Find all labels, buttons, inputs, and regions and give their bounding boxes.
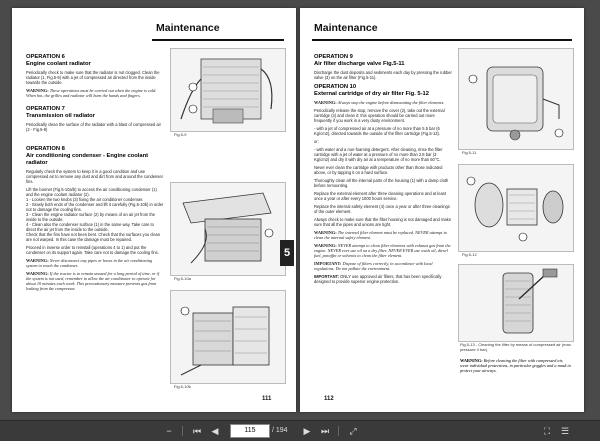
engine-radiator-illustration [171,49,285,131]
right-text-column [314,50,452,287]
op7-text: Periodically clean the surface of the radiator with a blast of compressed air (2 - Fig.5-9) [26,122,161,132]
figure-5-13-warning: WARNING: Before cleaning the filter with compressed air, wear individual protections, in particular goggles and a mask to protect your airways. [460,358,571,373]
op6-text: Periodically check to make sure that the radiator is not clogged. Clean the radiator (1, Fig.5-9) with a jet of compressed air directed from the inside towards the outside. [26,70,160,85]
fit-icon[interactable]: ⤢ [349,426,357,436]
figure-5-12 [458,164,574,252]
op10-warning-3: WARNING: NEVER attempt to clean filter elements with exhaust gas from the engine. NEVER ever use oil on a dry filter. NEVER EVER use wash oil, diesel fuel, paraffin or solvents to clean the filter element. [314,243,451,258]
op6-number: OPERATION 6 [26,54,65,60]
figure-5-9-caption: Fig.5-9 [174,132,187,137]
page-number: 111 [262,396,272,402]
page-header: Maintenance [156,22,220,34]
page-header: Maintenance [314,22,378,34]
op9-title: Air filter discharge valve Fig.5-11 [314,61,405,67]
op6-title: Engine coolant radiator [26,61,91,67]
right-page [300,8,584,412]
op9-text: Discharge the dust deposits and sediments each day by pressing the rubber valve (3) on the air filter (Fig.5-11). [314,70,452,80]
menu-icon[interactable]: ☰ [560,426,570,436]
fullscreen-icon[interactable]: ⛶ [543,426,551,436]
op10-bullet: - with a jet of compressed air at a pressure of no more than 5.5 bar (6 Kg/cm2), directed towards the outside of the filter cartridge (Fig.5-13). [314,126,441,136]
page-number-input[interactable]: 115 [230,424,270,438]
figure-5-12-caption: Fig.5-12 [462,252,477,257]
op8-warning-2: WARNING: If the tractor is to remain unused for a long period of time, or if the system is not used, remember to allow the air conditioner to operate for about 10 minutes each week. This precautionary measure prevents gas from leaking from the compressor. [26,271,160,291]
section-tab: 5 [280,240,294,266]
header-rule [312,39,572,41]
op8-step: 1 - Loosen the two knobs (3) fixing the air conditioner condenser. [26,197,144,202]
op10-text: Periodically release the stop, remove the cover (2), take out the external cartridge (3) and clean it: this operation should be carried out more frequently if you work in a very dusty environment. [314,108,445,123]
figure-5-9 [170,48,286,132]
op8-number: OPERATION 8 [26,146,65,152]
op9-number: OPERATION 9 [314,54,353,60]
op10-text: Replace the internal safety element (4) once a year or after three cleanings of the outer element. [314,204,450,214]
toolbar-separator [338,426,339,436]
page-total: / 194 [272,427,288,434]
op7-number: OPERATION 7 [26,106,65,112]
next-page-icon[interactable]: ▶ [303,426,311,436]
op10-text: Never ever clean the cartridge with products other than those indicated above, or by tapping it on a hard surface. [314,165,443,175]
condenser-illustration [171,183,285,275]
radiator-open-illustration [171,291,285,383]
viewer-toolbar [0,420,600,441]
air-filter-valve-illustration [459,49,573,149]
figure-5-11-caption: Fig.5-11 [462,150,477,155]
figure-5-10b-caption: Fig.5-10b [174,384,191,389]
op10-warning-2: WARNING: The internal filter element must be replaced. NEVER attempt to clean the internal safety element. [314,230,447,240]
op8-step: Lift the bonnet (Fig.5-10a/b) to access the air conditioning condenser (1) and the engine coolant radiator (2). [26,187,157,197]
figure-5-10b [170,290,286,384]
figure-5-11 [458,48,574,150]
op10-text: Replace the external element after three cleaning operations and at least once a year or after every 1000 hours service. [314,191,446,201]
first-page-icon[interactable]: ⏮ [192,426,202,436]
prev-page-icon[interactable]: ◀ [211,426,219,436]
page-number: 112 [324,396,334,402]
op6-warning: WARNING: These operations must be carried out when the engine is cold. When hot, the grilles and radiator will burn the hands and fingers. [26,88,157,98]
op10-text: Thoroughly clean all the internal parts of the housing (1) with a damp cloth before remounting. [314,178,449,188]
last-page-icon[interactable]: ⏭ [320,426,330,436]
op10-important: IMPORTANT: Dispose of filters correctly, in accordance with local regulations. Do not pollute the environment. [314,261,433,271]
op10-warning: WARNING: Always stop the engine before dismounting the filter elements. [314,100,445,105]
figure-5-10a-caption: Fig.5-10a [174,276,191,281]
op10-title: External cartridge of dry air filter Fig. 5-12 [314,91,430,97]
op8-intro: Regularly check the system to keep it in a good condition and use compressed air to remove any dust and dirt from and around the condenser fins. [26,169,163,184]
op8-step: 4 - Clean also the condenser surface (1) in the same way. Take care to direct the air jet from the inside to the outside. [26,222,154,232]
op10-bullet: - with water and a non-foaming detergent. After cleaning, rinse the filter cartridge with a jet of water at a pressure of no more than 2.8 bar (3 Kg/cm2) and dry it with dry air at a temperature of no more than 50°C. [314,147,443,162]
op10-or: or: [314,139,319,144]
figure-5-10a [170,182,286,276]
op8-step: Check that the fins have not been bent. Check that the surfaces you clean are not warped. In this case the damage must be repaired. [26,232,161,242]
op8-title: Air conditioning condenser - Engine coolant radiator [26,153,149,166]
op10-important-2: IMPORTANT: ONLY use approved air filters, that has been specifically designed to provide superior engine protection. [314,274,442,284]
op10-text: Always check to make sure that the filter housing is not damaged and make sure that all the pipes and unions are tight. [314,217,451,227]
left-text-column [26,50,164,294]
op8-step: 3 - Clean the engine radiator surface (2) by means of an air jet from the inside to the outside. [26,212,156,222]
filter-cartridge-exploded-illustration [459,165,573,251]
op7-title: Transmission oil radiator [26,113,95,119]
left-page [12,8,296,412]
toolbar-separator [182,426,183,436]
op8-warning: WARNING: Never disconnect any pipes or hoses in the air conditioning system to reach the condenser. [26,258,153,268]
op8-step: 2 - Slowly both ends of the condenser and lift it carefully (Fig.5-10b) in order not to damage the cooling fins. [26,202,164,212]
figure-5-13 [458,264,574,342]
op8-reassembly: Proceed in inverse order to reinstall (operations 4 to 1) and put the condenser on its support again. Take care not to damage the cooling fins. [26,245,159,255]
filter-cleaning-illustration [459,265,573,341]
figure-5-13-caption: Fig.5-13 - Cleaning the filter by means of compressed air (max. pressure 4 bar). [460,342,572,352]
zoom-out-icon[interactable]: − [166,426,172,436]
header-rule [152,39,284,41]
op10-number: OPERATION 10 [314,84,357,90]
